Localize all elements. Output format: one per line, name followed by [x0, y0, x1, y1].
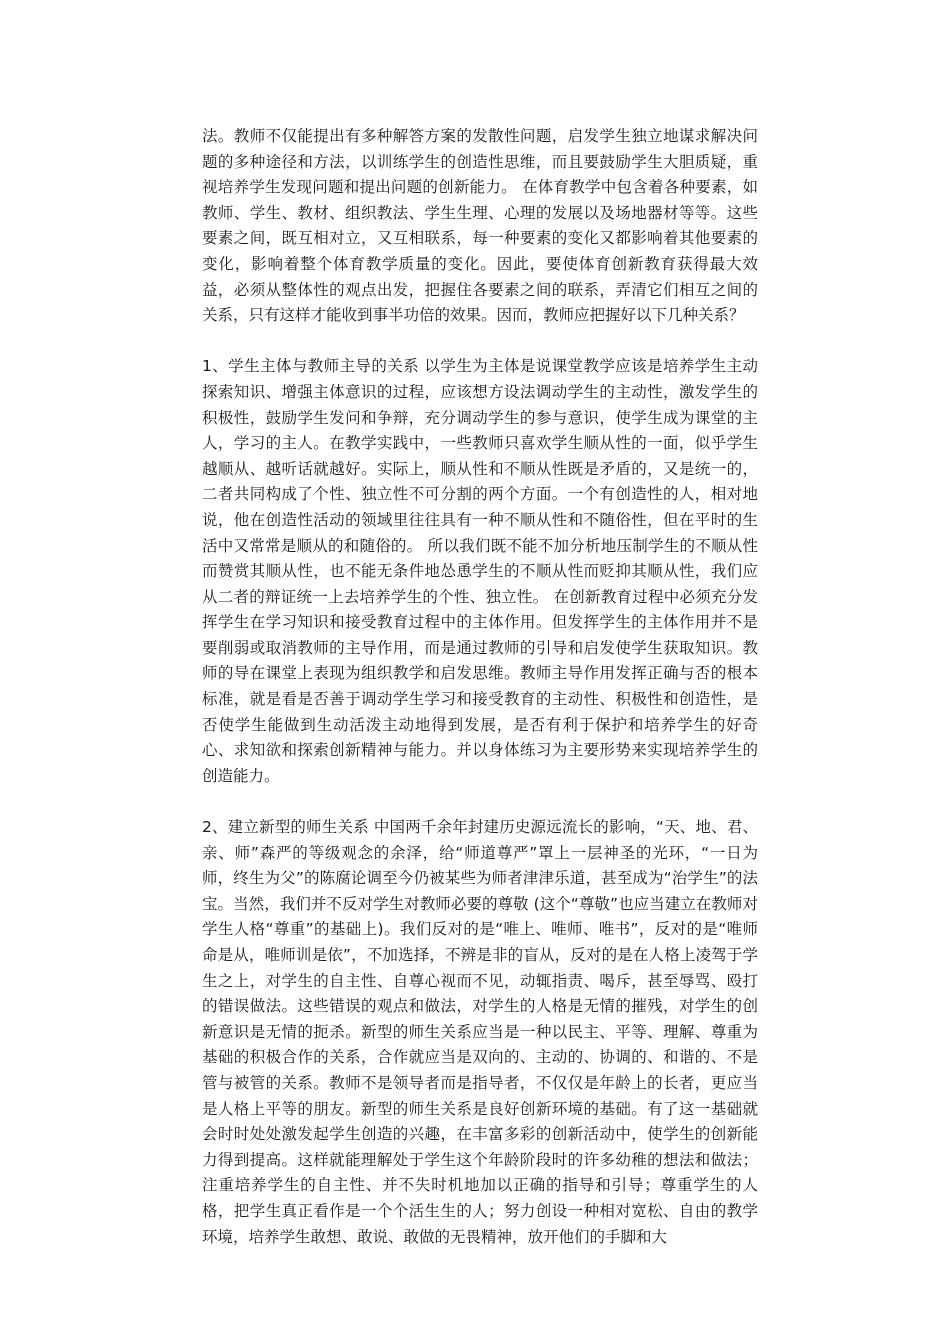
paragraph-section-2: 2、建立新型的师生关系 中国两千余年封建历史源远流长的影响，“天、地、君、亲、师”森严的等级观念的余泽，给“师道尊严”罩上一层神圣的光环，“一日为师，终生为父”的陈腐论调至今仍被某些为师者津津乐道，甚至成为“治学生”的法宝。当然，我们并不反对学生对教师必要的尊敬 (这个“尊敬”也应当建立在教师对学生人格“尊重”的基础上)。我们反对的是“唯上、唯师、唯书”，反对的是“唯师命是从，唯师训是依”，不加选择，不辨是非的盲从，反对的是在人格上凌驾于学生之上，对学生的自主性、自尊心视而不见，动辄指责、喝斥，甚至辱骂、殴打的错误做法。这些错误的观点和做法，对学生的人格是无情的摧残，对学生的创新意识是无情的扼杀。新型的师生关系应当是一种以民主、平等、理解、尊重为基础的积极合作的关系，合作就应当是双向的、主动的、协调的、和谐的、不是管与被管的关系。教师不是领导者而是指导者，不仅仅是年龄上的长者，更应当是人格上平等的朋友。新型的师生关系是良好创新环境的基础。有了这一基础就会时时处处激发起学生创造的兴趣，在丰富多彩的创新活动中，使学生的创新能力得到提高。这样就能理解处于学生这个年龄阶段时的许多幼稚的想法和做法；注重培养学生的自主性、并不失时机地加以正确的指导和引导；尊重学生的人格，把学生真正看作是一个个活生生的人；努力创设一种相对宽松、自由的教学环境，培养学生敢想、敢说、敢做的无畏精神，放开他们的手脚和大 [202, 818, 758, 1246]
paragraph-intro: 法。教师不仅能提出有多种解答方案的发散性问题，启发学生独立地谋求解决问题的多种途径和方法，以训练学生的创造性思维，而且要鼓励学生大胆质疑，重视培养学生发现问题和提出问题的创新能力。 在体育教学中包含着各种要素，如教师、学生、教材、组织教法、学生生理、心理的发展以及场地器材等等。这些要素之间，既互相对立，又互相联系，每一种要素的变化又都影响着其他要素的变化，影响着整个体育教学质量的变化。因此，要使体育创新教育获得最大效益，必须从整体性的观点出发，把握住各要素之间的联系，弄清它们相互之间的关系，只有这样才能收到事半功倍的效果。因而，教师应把握好以下几种关系？ [202, 127, 758, 325]
paragraph-section-1: 1、学生主体与教师主导的关系 以学生为主体是说课堂教学应该是培养学生主动探索知识、增强主体意识的过程，应该想方设法调动学生的主动性，激发学生的积极性，鼓励学生发问和争辩，充分调动学生的参与意识，使学生成为课堂的主人，学习的主人。在教学实践中，一些教师只喜欢学生顺从性的一面，似乎学生越顺从、越听话就越好。实际上，顺从性和不顺从性既是矛盾的，又是统一的，二者共同构成了个性、独立性不可分割的两个方面。一个有创造性的人，相对地说，他在创造性活动的领域里往往具有一种不顺从性和不随俗性，但在平时的生活中又常常是顺从的和随俗的。 所以我们既不能不加分析地压制学生的不顺从性而赞赏其顺从性，也不能无条件地怂恿学生的不顺从性而贬抑其顺从性，我们应从二者的辩证统一上去培养学生的个性、独立性。 在创新教育过程中必须充分发挥学生在学习知识和接受教育过程中的主体作用。但发挥学生的主体作用并不是要削弱或取消教师的主导作用，而是通过教师的引导和启发使学生获取知识。教师的导在课堂上表现为组织教学和启发思维。教师主导作用发挥正确与否的根本标准，就是看是否善于调动学生学习和接受教育的主动性、积极性和创造性，是否使学生能做到生动活泼主动地得到发展，是否有利于保护和培养学生的好奇心、求知欲和探索创新精神与能力。并以身体练习为主要形势来实现培养学生的创造能力。 [202, 357, 758, 785]
document-body [202, 124, 758, 1250]
paragraph-gap [202, 329, 758, 355]
paragraph-gap [202, 789, 758, 815]
